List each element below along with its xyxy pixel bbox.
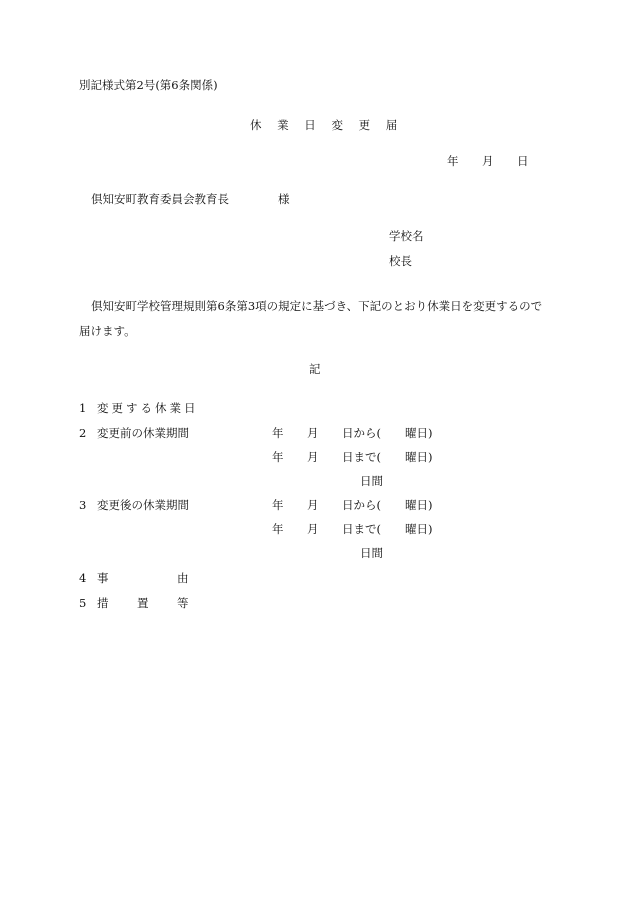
item-2-to-day: 日まで(	[342, 450, 381, 464]
addressee-honorific: 様	[278, 192, 290, 206]
item-5-number: 5	[79, 596, 87, 610]
item-3-to-month: 月	[307, 522, 319, 536]
item-5-label-char-2: 置	[137, 596, 149, 610]
item-2-to-month: 月	[307, 450, 319, 464]
item-1-number: 1	[79, 401, 87, 415]
date-year-label: 年	[447, 154, 459, 168]
item-3-label: 変更後の休業期間	[97, 498, 189, 512]
addressee-name: 倶知安町教育委員会教育長	[91, 192, 229, 206]
item-5-label-char-3: 等	[177, 596, 189, 610]
item-1-label: 変更する休業日	[97, 401, 199, 415]
item-3-number: 3	[79, 498, 87, 512]
item-4-label-char-1: 事	[97, 571, 109, 585]
form-number: 別記様式第2号(第6条関係)	[79, 78, 218, 92]
item-3-days: 日間	[360, 546, 383, 560]
principal-label: 校長	[389, 254, 412, 268]
school-name-label: 学校名	[389, 229, 424, 243]
body-text-line-2: 届けます。	[79, 324, 136, 338]
item-2-number: 2	[79, 426, 87, 440]
item-3-from-weekday: 曜日)	[405, 498, 433, 512]
item-3-from-month: 月	[307, 498, 319, 512]
item-2-label: 変更前の休業期間	[97, 426, 189, 440]
document-title: 休 業 日 変 更 届	[250, 118, 404, 132]
item-2-to-year: 年	[272, 450, 284, 464]
item-3-from-year: 年	[272, 498, 284, 512]
item-3-to-year: 年	[272, 522, 284, 536]
item-2-from-month: 月	[307, 426, 319, 440]
item-4-label-char-2: 由	[177, 571, 189, 585]
item-2-from-weekday: 曜日)	[405, 426, 433, 440]
body-text-line-1: 倶知安町学校管理規則第6条第3項の規定に基づき、下記のとおり休業日を変更するので	[91, 299, 543, 313]
item-2-days: 日間	[360, 474, 383, 488]
item-3-to-weekday: 曜日)	[405, 522, 433, 536]
item-2-to-weekday: 曜日)	[405, 450, 433, 464]
item-4-number: 4	[79, 571, 87, 585]
item-3-to-day: 日まで(	[342, 522, 381, 536]
item-2-from-year: 年	[272, 426, 284, 440]
item-2-from-day: 日から(	[342, 426, 381, 440]
date-month-label: 月	[482, 154, 494, 168]
item-3-from-day: 日から(	[342, 498, 381, 512]
date-day-label: 日	[517, 154, 529, 168]
item-5-label-char-1: 措	[97, 596, 109, 610]
ki-heading: 記	[309, 362, 321, 376]
